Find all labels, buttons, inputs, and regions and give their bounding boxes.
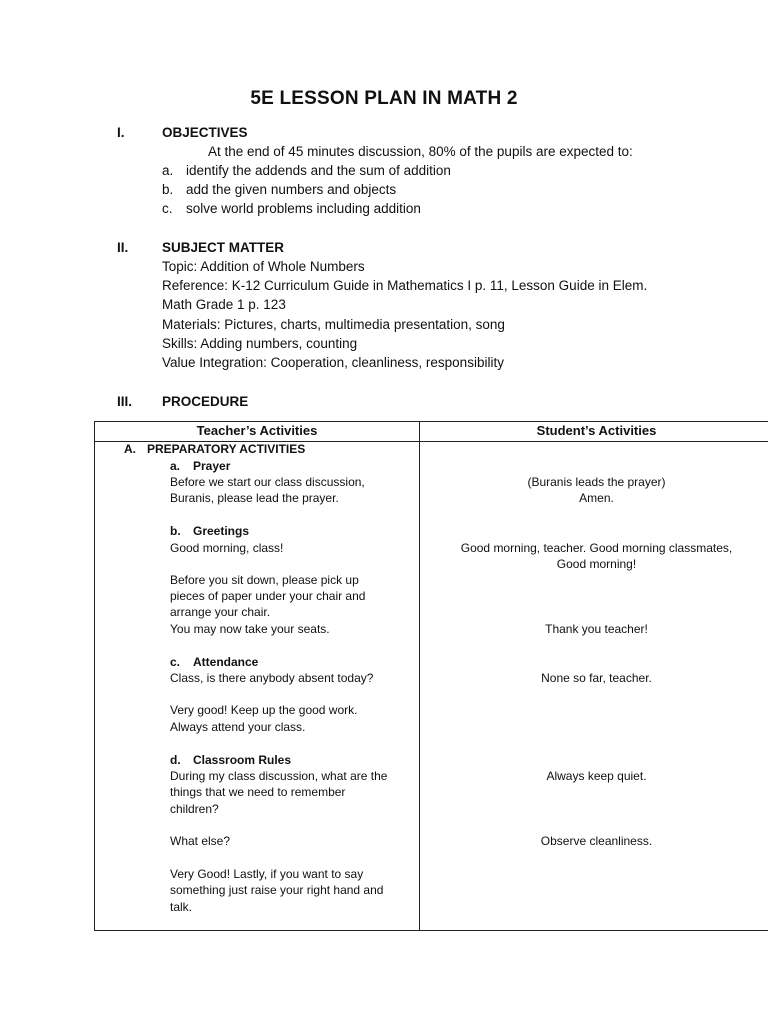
subheading-label: Attendance <box>193 655 259 669</box>
list-marker: c. <box>170 655 181 669</box>
teacher-line: something just raise your right hand and <box>170 883 384 897</box>
student-line: Amen. <box>579 491 614 505</box>
section-number: III. <box>117 394 133 409</box>
list-marker: c. <box>162 201 173 216</box>
subject-reference: Reference: K-12 Curriculum Guide in Mathematics I p. 11, Lesson Guide in Elem. <box>162 278 648 293</box>
subject-values: Value Integration: Cooperation, cleanliness, responsibility <box>162 355 504 370</box>
preparatory-label: PREPARATORY ACTIVITIES <box>147 442 306 456</box>
objective-item <box>162 182 396 197</box>
student-line: Observe cleanliness. <box>540 834 653 848</box>
subheading-label: Prayer <box>193 459 231 473</box>
list-marker: A. <box>124 442 136 456</box>
header-student-activities: Student’s Activities <box>536 423 657 438</box>
teacher-line: Buranis, please lead the prayer. <box>170 491 339 505</box>
teacher-line: Before you sit down, please pick up <box>170 573 359 587</box>
subject-materials: Materials: Pictures, charts, multimedia presentation, song <box>162 317 505 332</box>
teacher-line: During my class discussion, what are the <box>170 769 388 783</box>
subheading-prayer <box>170 459 230 473</box>
student-line: Good morning! <box>556 557 637 571</box>
objective-text: solve world problems including addition <box>186 201 421 216</box>
teacher-line: children? <box>170 802 219 816</box>
teacher-line: Good morning, class! <box>170 541 284 555</box>
list-marker: a. <box>162 163 174 178</box>
teacher-line: pieces of paper under your chair and <box>170 589 366 603</box>
student-line: Good morning, teacher. Good morning classmates, <box>460 541 733 555</box>
teacher-line: Class, is there anybody absent today? <box>170 671 374 685</box>
document-title: 5E LESSON PLAN IN MATH 2 <box>250 88 518 109</box>
subject-reference-cont: Math Grade 1 p. 123 <box>162 297 286 312</box>
section-number: I. <box>117 125 125 140</box>
student-line: (Buranis leads the prayer) <box>527 475 666 489</box>
preparatory-activities-heading <box>124 442 305 456</box>
subheading-label: Classroom Rules <box>193 753 292 767</box>
teacher-line: Before we start our class discussion, <box>170 475 365 489</box>
objectives-intro: At the end of 45 minutes discussion, 80% of the pupils are expected to: <box>208 144 633 159</box>
section-heading-procedure: PROCEDURE <box>162 394 249 409</box>
objective-text: identify the addends and the sum of addition <box>186 163 451 178</box>
subheading-greetings <box>170 524 249 538</box>
teacher-line: things that we need to remember <box>170 785 346 799</box>
teacher-line: What else? <box>170 834 231 848</box>
subject-topic: Topic: Addition of Whole Numbers <box>162 259 365 274</box>
teacher-line: Always attend your class. <box>170 720 306 734</box>
teacher-line: talk. <box>170 900 193 914</box>
objective-item <box>162 201 421 216</box>
header-teacher-activities: Teacher’s Activities <box>196 423 318 438</box>
list-marker: b. <box>162 182 174 197</box>
list-marker: a. <box>170 459 181 473</box>
section-heading-objectives: OBJECTIVES <box>162 125 248 140</box>
procedure-table <box>94 421 768 931</box>
objective-item <box>162 163 451 178</box>
teacher-line: arrange your chair. <box>170 605 271 619</box>
section-heading-subject-matter: SUBJECT MATTER <box>162 240 285 255</box>
subheading-label: Greetings <box>193 524 250 538</box>
teacher-line: Very good! Keep up the good work. <box>170 703 358 717</box>
student-line: Thank you teacher! <box>545 622 648 636</box>
subheading-classroom-rules <box>170 753 291 767</box>
student-line: None so far, teacher. <box>541 671 652 685</box>
teacher-line: Very Good! Lastly, if you want to say <box>170 867 364 881</box>
objective-text: add the given numbers and objects <box>186 182 397 197</box>
subheading-attendance <box>170 655 258 669</box>
list-marker: d. <box>170 753 181 767</box>
teacher-line: You may now take your seats. <box>170 622 330 636</box>
section-number: II. <box>117 240 129 255</box>
list-marker: b. <box>170 524 181 538</box>
student-line: Always keep quiet. <box>546 769 647 783</box>
subject-skills: Skills: Adding numbers, counting <box>162 336 358 351</box>
